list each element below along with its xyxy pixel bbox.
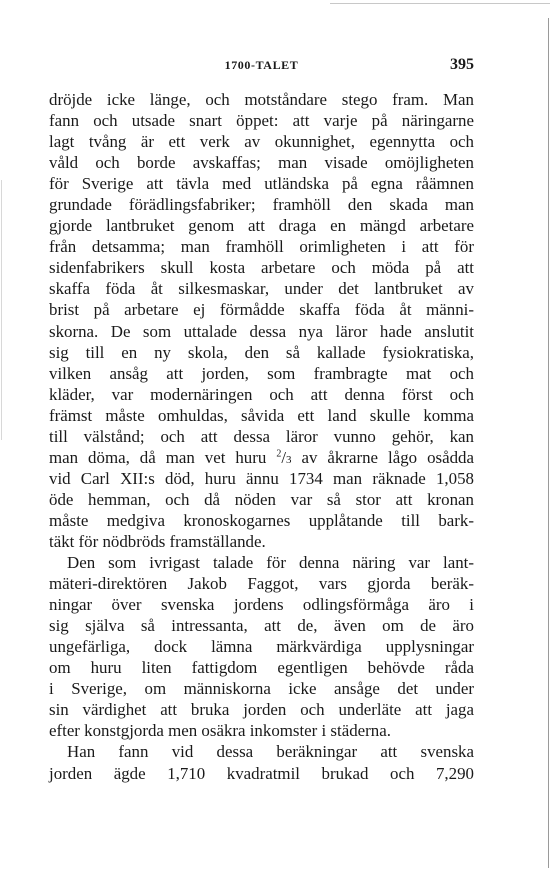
text-line: fann och utsade snart öppet: att varje på näringarne <box>49 111 474 131</box>
text-line: skaffa föda åt silkesmaskar, under det lantbruket av <box>49 279 474 299</box>
fraction-numerator: 2 <box>276 448 282 460</box>
text-segment: av åkrarne lågo osådda <box>301 447 474 467</box>
running-head <box>49 56 474 78</box>
text-line: skorna. De som uttalade dessa nya läror hade anslutit <box>49 321 474 341</box>
text-line-paragraph-end: efter konstgjorda men osäkra inkomster i städerna. <box>49 721 391 741</box>
text-line: dröjde icke länge, och motståndare stego fram. Man <box>49 90 474 109</box>
text-line: vid Carl XII:s död, huru ännu 1734 man räknade 1,058 <box>49 468 474 488</box>
text-line: för Sverige att tävla med utländska på egna råämnen <box>49 174 474 194</box>
running-title: 1700-TALET <box>224 58 299 72</box>
text-line: kläder, var modernäringen och att denna först och <box>49 384 474 404</box>
text-line: öde hemman, och då nöden var så stor att kronan <box>49 489 474 509</box>
body-text <box>49 89 474 784</box>
text-line: jorden ägde 1,710 kvadratmil brukad och 7,290 <box>49 763 474 783</box>
scan-edge-right <box>548 18 549 868</box>
text-line: måste medgiva kronoskogarnes upplåtande till bark- <box>49 510 474 530</box>
text-line: ungefärliga, dock lämna märkvärdiga upplysningar <box>49 637 474 657</box>
text-line: främst måste omhuldas, såvida ett land skulle komma <box>49 405 474 425</box>
text-line: om huru liten fattigdom egentligen behövde råda <box>49 658 474 678</box>
text-line: från detsamma; man framhöll orimligheten i att för <box>49 237 474 257</box>
text-line: till välstånd; och att dessa läror vunno gehör, kan <box>49 426 474 446</box>
page-number: 395 <box>450 56 474 73</box>
text-line: vilken ansåg att jorden, som frambragte mat och <box>49 363 474 383</box>
text-line-with-fraction: man döma, då man vet huru $^2$/3 av åkrarne lågo osådda <box>49 447 474 467</box>
text-line: sidenfabrikers skull kosta arbetare och möda på att <box>49 258 474 278</box>
text-line: våld och borde avskaffas; man visade omöjligheten <box>49 153 474 173</box>
text-line-paragraph-start: Han fann vid dessa beräkningar att svenska <box>67 742 474 762</box>
text-line: gjorde lantbruket genom att draga en mängd arbetare <box>49 216 474 236</box>
text-line: mäteri-direktören Jakob Faggot, vars gjorda beräk- <box>49 574 474 594</box>
text-segment: man döma, då man vet huru <box>49 447 277 467</box>
text-line: grundade förädlingsfabriker; framhöll den skada man <box>49 195 474 215</box>
text-line: ningar över svenska jordens odlingsförmåga äro i <box>49 595 474 615</box>
text-line: sig till en ny skola, den så kallade fysiokratiska, <box>49 342 474 362</box>
text-line: i Sverige, om människorna icke ansåge det under <box>49 679 474 699</box>
text-line-paragraph-end: täkt för nödbröds framställande. <box>49 531 266 551</box>
scan-edge-top <box>330 3 550 4</box>
fraction-denominator: 3 <box>286 453 292 466</box>
text-line: lagt tvång är ett verk av okunnighet, egennytta och <box>49 132 474 152</box>
text-line: sig själva så intressanta, att de, även om de äro <box>49 616 474 636</box>
text-line: brist på arbetare ej förmådde skaffa föda åt männi- <box>49 300 474 320</box>
scan-edge-left <box>1 180 2 440</box>
text-line: sin värdighet att bruka jorden och underläte att jaga <box>49 700 474 720</box>
text-line-paragraph-start: Den som ivrigast talade för denna näring var lant- <box>67 553 474 573</box>
